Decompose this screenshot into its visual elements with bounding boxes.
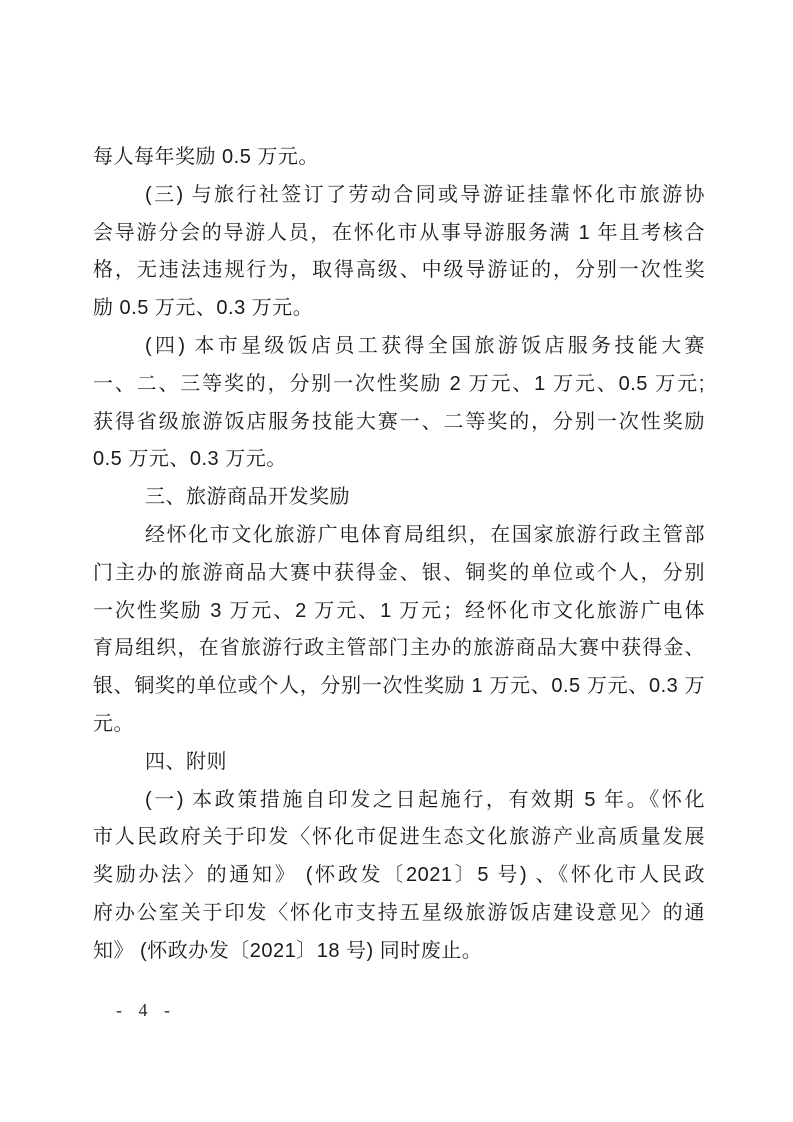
section-heading-4: 四、附则: [145, 750, 227, 773]
section-heading-3: 三、旅游商品开发奖励: [145, 486, 350, 509]
text-line: 奖励办法〉的通知》 (怀政发〔2021〕5 号) 、《怀化市人民政: [93, 864, 705, 887]
text-line: 一、二、三等奖的，分别一次性奖励 2 万元、1 万元、0.5 万元;: [93, 372, 705, 395]
text-line: 获得省级旅游饭店服务技能大赛一、二等奖的，分别一次性奖励: [93, 410, 705, 433]
text-line: 会导游分会的导游人员，在怀化市从事导游服务满 1 年且考核合: [93, 221, 705, 244]
text-line: 一次性奖励 3 万元、2 万元、1 万元；经怀化市文化旅游广电体: [93, 599, 705, 622]
text-line: 知》 (怀政办发〔2021〕18 号) 同时废止。: [93, 939, 483, 962]
document-body: [93, 139, 705, 971]
text-line: 经怀化市文化旅游广电体育局组织，在国家旅游行政主管部: [145, 523, 705, 546]
text-line: 励 0.5 万元、0.3 万元。: [93, 297, 314, 320]
text-line: 0.5 万元、0.3 万元。: [93, 448, 287, 471]
text-line: 府办公室关于印发〈怀化市支持五星级旅游饭店建设意见〉的通: [93, 901, 705, 924]
text-line: 银、铜奖的单位或个人，分别一次性奖励 1 万元、0.5 万元、0.3 万: [93, 675, 705, 698]
text-line: (一) 本政策措施自印发之日起施行，有效期 5 年。《怀化: [145, 788, 705, 811]
text-line: 格，无违法违规行为，取得高级、中级导游证的，分别一次性奖: [93, 259, 705, 282]
text-line: (四) 本市星级饭店员工获得全国旅游饭店服务技能大赛: [145, 334, 705, 357]
text-line: (三) 与旅行社签订了劳动合同或导游证挂靠怀化市旅游协: [145, 183, 705, 206]
text-line: 育局组织，在省旅游行政主管部门主办的旅游商品大赛中获得金、: [93, 637, 705, 660]
text-line: 每人每年奖励 0.5 万元。: [93, 146, 319, 168]
text-line: 元。: [93, 712, 134, 735]
page-number: - 4 -: [116, 1000, 176, 1020]
text-line: 市人民政府关于印发〈怀化市促进生态文化旅游产业高质量发展: [93, 826, 705, 849]
text-line: 门主办的旅游商品大赛中获得金、银、铜奖的单位或个人，分别: [93, 561, 705, 584]
